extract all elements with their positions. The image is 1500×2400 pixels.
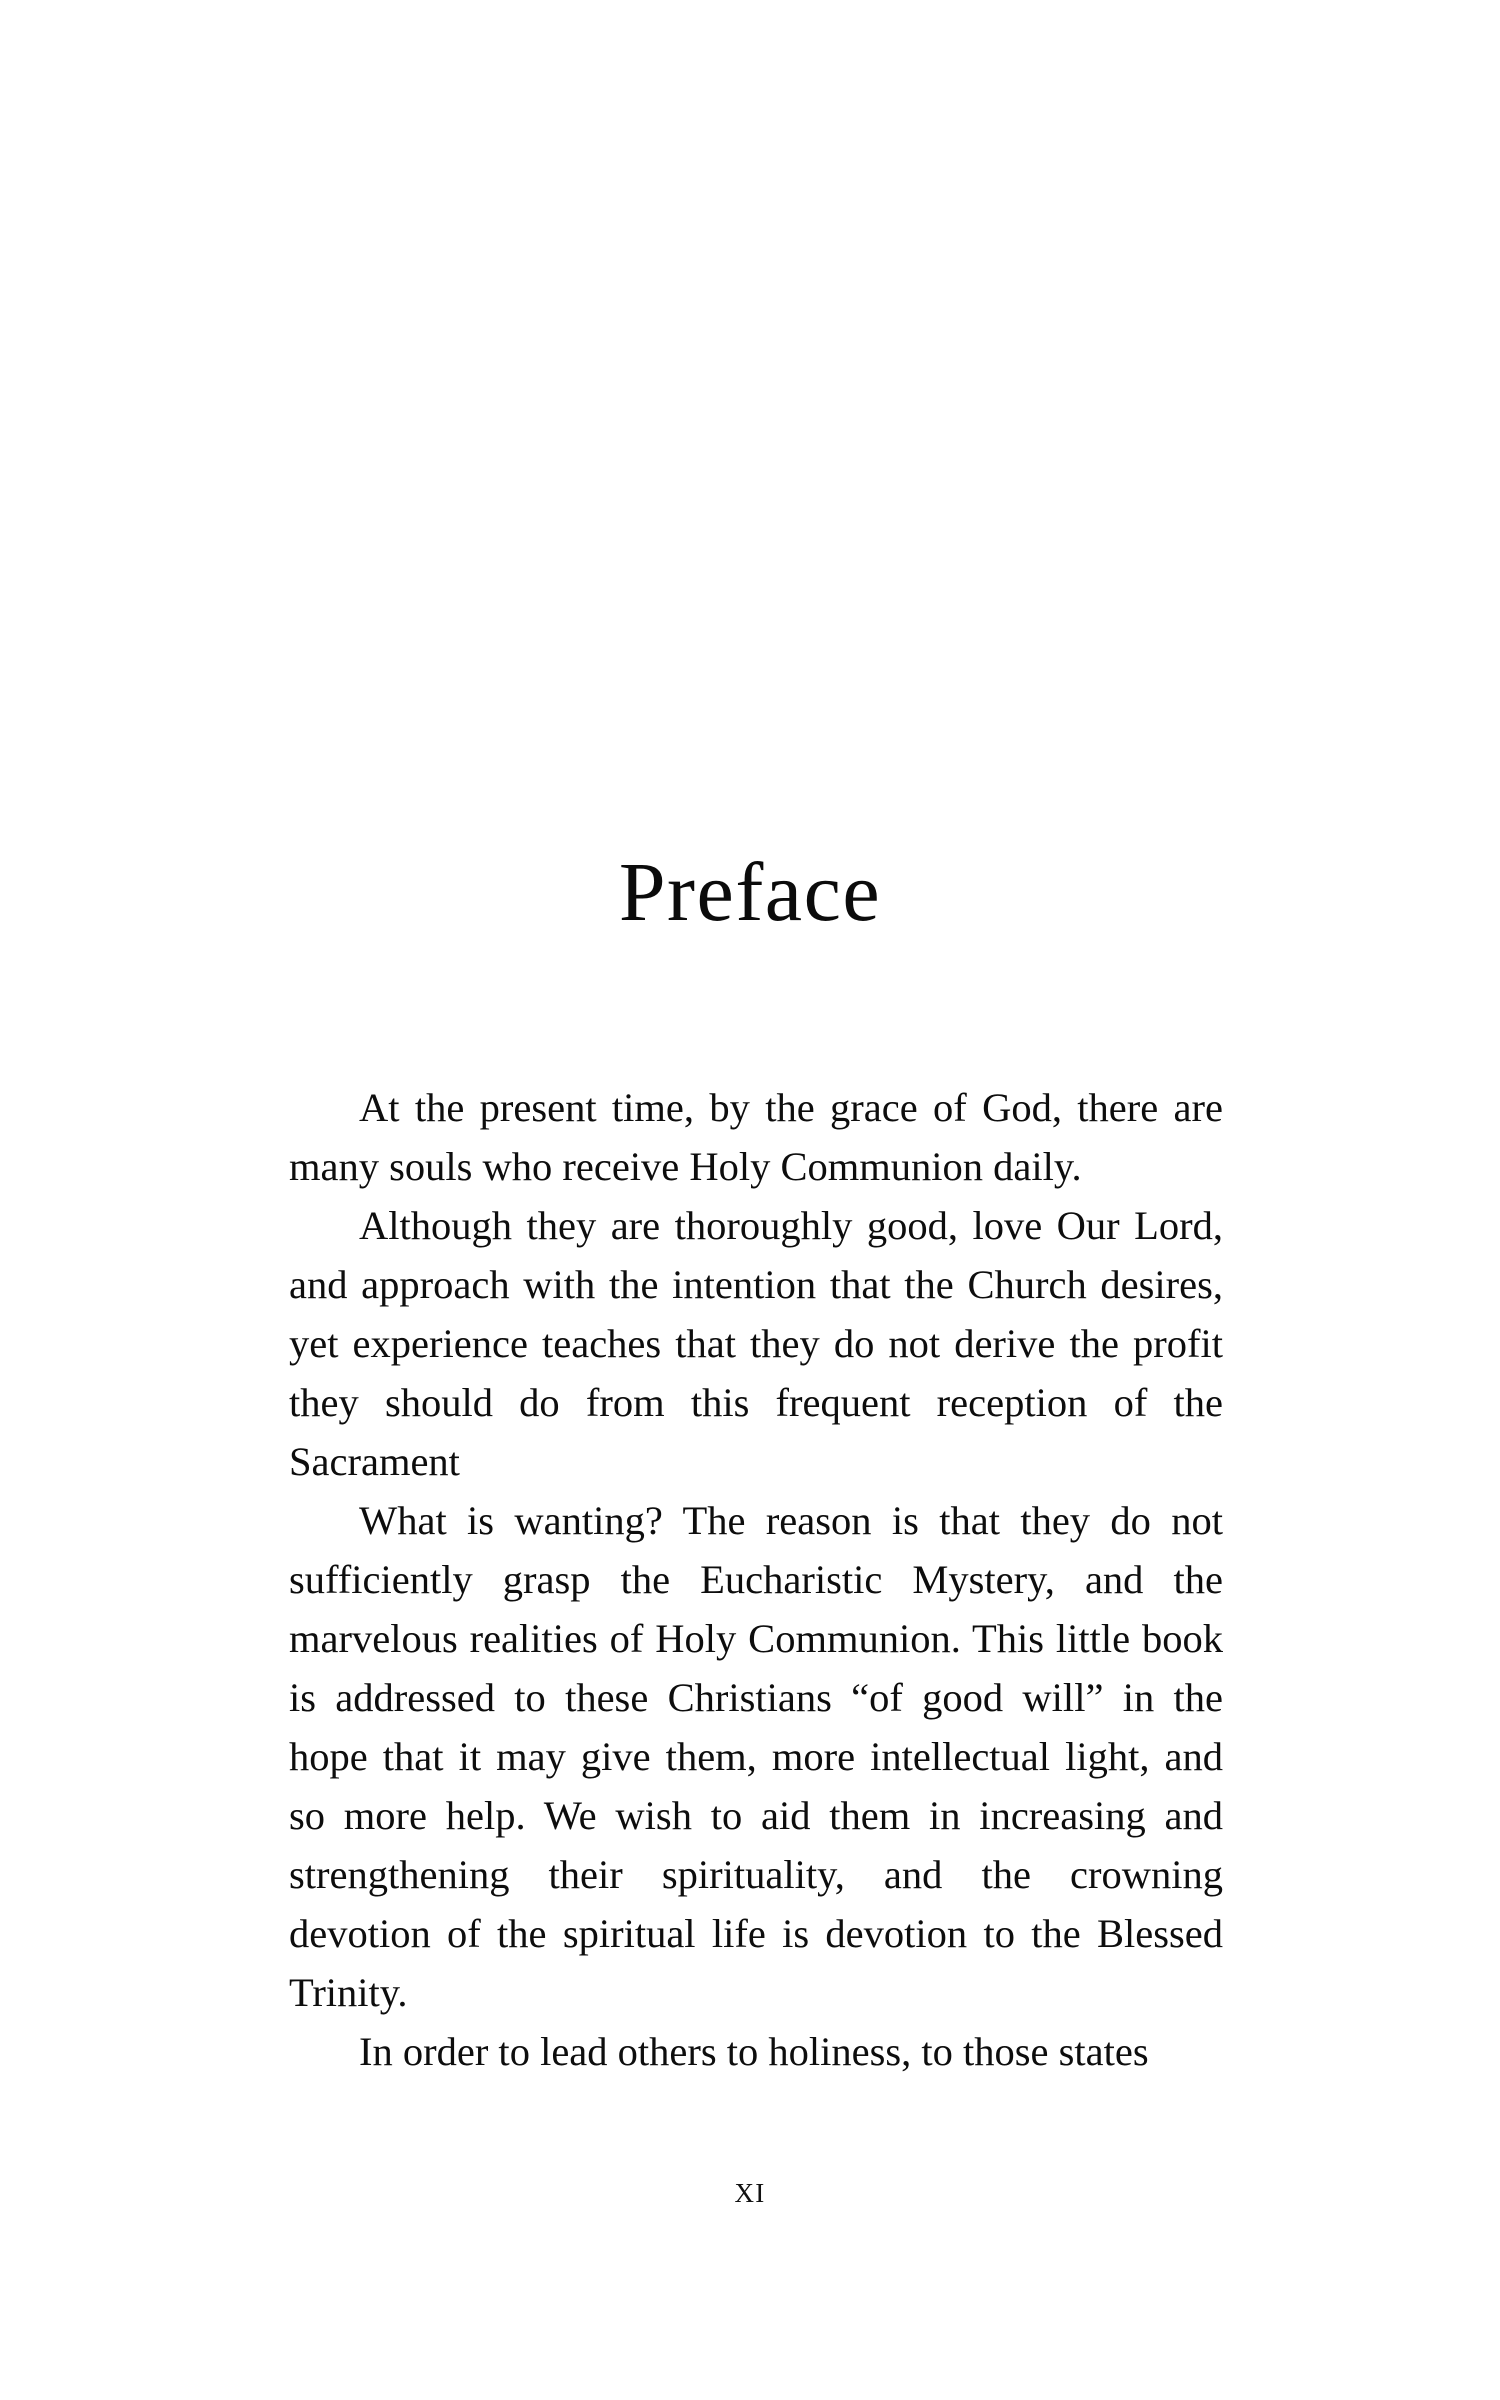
- paragraph-2: Although they are thoroughly good, love Our Lord, and approach with the intention that the Church desires, yet experience teaches that they do not derive the profit they should do from this frequent reception of the Sacrament: [289, 1203, 1223, 1484]
- paragraph-3: What is wanting? The reason is that they do not sufficiently grasp the Eucharistic Mystery, and the marvelous realities of Holy Communion. This little book is addressed to these Christians “of good will” in the hope that it may give them, more intellectual light, and so more help. We wish to aid them in increasing and strengthening their spirituality, and the crowning devotion of the spiritual life is devotion to the Blessed Trinity.: [289, 1498, 1223, 2015]
- page-title: Preface: [618, 846, 882, 940]
- paragraph-1: At the present time, by the grace of God, there are many souls who receive Holy Communion daily.: [289, 1085, 1223, 1189]
- body-text-block: [289, 1078, 1223, 2081]
- page-number: XI: [734, 2178, 766, 2208]
- paragraph-4: In order to lead others to holiness, to those states: [359, 2029, 1149, 2074]
